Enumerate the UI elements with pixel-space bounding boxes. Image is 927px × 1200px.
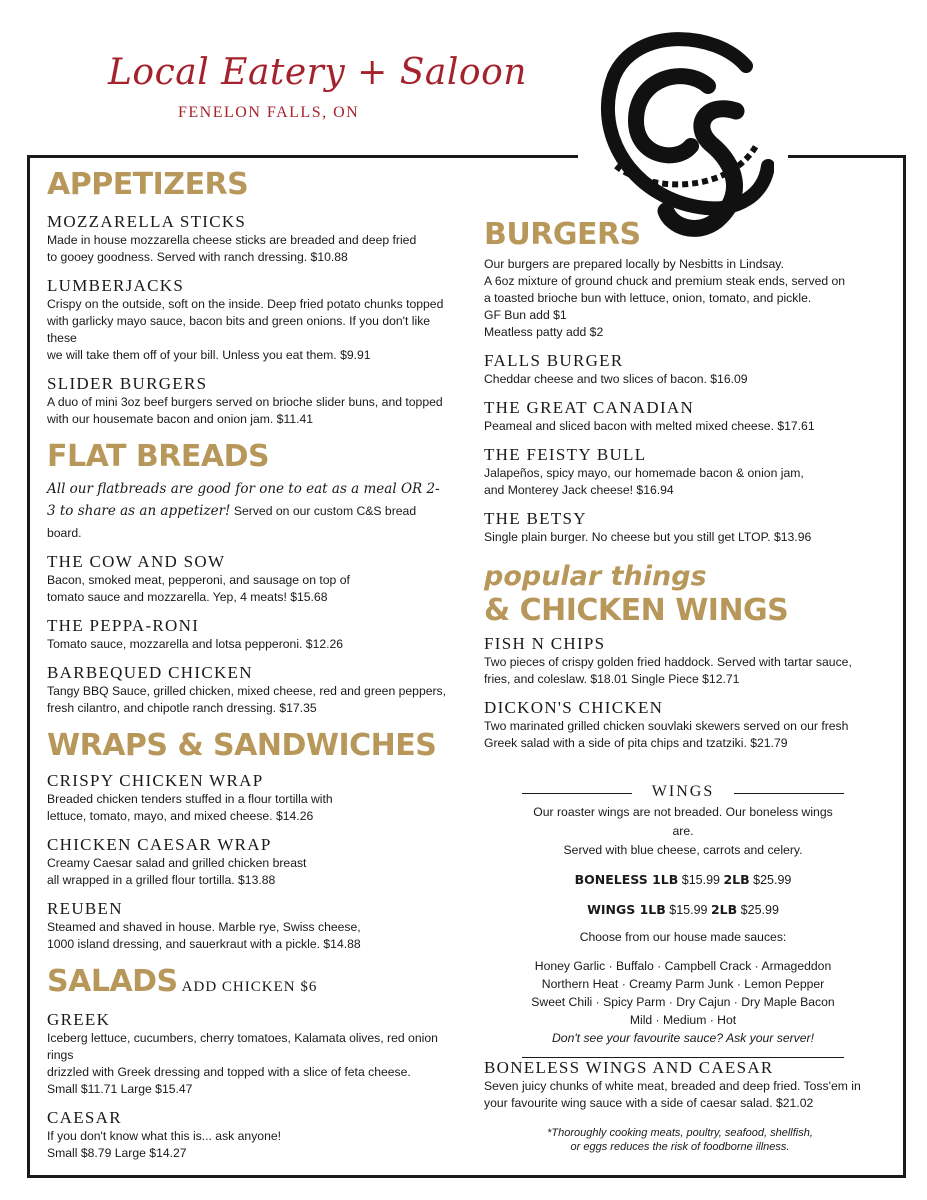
menu-item [484, 698, 874, 752]
wings-title: WINGS [522, 783, 844, 801]
menu-item [47, 276, 447, 364]
item-name: THE FEISTY BULL [484, 445, 647, 464]
section-burgers: BURGERS [484, 217, 641, 252]
item-name: CRISPY CHICKEN WRAP [47, 771, 264, 790]
sauces-intro: Choose from our house made sauces: [579, 930, 787, 944]
item-name: BONELESS WINGS AND CAESAR [484, 1058, 774, 1077]
wings-2lb-price: $25.99 [737, 903, 779, 917]
menu-item [484, 445, 874, 499]
food-safety-disclaimer: *Thoroughly cooking meats, poultry, seafood, shellfish, or eggs reduces the risk of foodborne illness. [547, 1127, 813, 1153]
flat-intro-script: All our flatbreads are good for one to eat as a meal OR 2-3 to share as an appetizer! [47, 481, 440, 519]
cs-logo [596, 26, 774, 238]
wings-label: WINGS 1LB [587, 902, 666, 917]
wings-note: Our roaster wings are not breaded. Our boneless wings are. Served with blue cheese, carrots and celery. [533, 805, 833, 857]
item-desc: If you don't know what this is... ask anyone! Small $8.79 Large $14.27 [47, 1129, 282, 1160]
location-label: FENELON FALLS, ON [178, 104, 360, 121]
item-desc: Iceberg lettuce, cucumbers, cherry tomatoes, Kalamata olives, red onion rings drizzled with Greek dressing and topped with a slice of feta cheese. Small $11.71 Large $15.47 [47, 1031, 438, 1096]
item-name: CHICKEN CAESAR WRAP [47, 835, 272, 854]
item-desc: Tangy BBQ Sauce, grilled chicken, mixed cheese, red and green peppers, fresh cilantro, and chipotle ranch dressing. $17.35 [47, 684, 447, 715]
section-flat-breads: FLAT BREADS [47, 439, 270, 474]
menu-item [484, 634, 874, 688]
wings-box [522, 783, 844, 1058]
item-name: GREEK [47, 1010, 111, 1029]
section-wraps: WRAPS & SANDWICHES [47, 728, 437, 763]
menu-item [484, 509, 874, 546]
boneless-2lb-price: $25.99 [749, 873, 792, 887]
left-column [47, 166, 447, 1172]
item-name: THE BETSY [484, 509, 587, 528]
item-name: MOZZARELLA STICKS [47, 212, 247, 231]
sauces-ask: Don't see your favourite sauce? Ask your server! [552, 1031, 814, 1045]
flat-intro-plain: Served on our custom C&S bread board. [47, 504, 417, 540]
item-name: FALLS BURGER [484, 351, 624, 370]
menu-item [47, 663, 447, 717]
flat-breads-intro [47, 478, 447, 544]
item-name: DICKON'S CHICKEN [484, 698, 664, 717]
item-desc: Made in house mozzarella cheese sticks are breaded and deep fried to gooey goodness. Served with ranch dressing. $10.88 [47, 233, 417, 264]
salads-addon: ADD CHICKEN $6 [181, 979, 318, 995]
item-desc: Creamy Caesar salad and grilled chicken breast all wrapped in a grilled flour tortilla. $13.88 [47, 856, 307, 887]
wings-1lb-price: $15.99 [665, 903, 711, 917]
menu-item [484, 351, 874, 388]
menu-item [47, 771, 447, 825]
menu-item [47, 374, 447, 428]
item-desc: Two marinated grilled chicken souvlaki skewers served on our fresh Greek salad with a side of pita chips and tzatziki. $21.79 [484, 719, 849, 750]
item-desc: Bacon, smoked meat, pepperoni, and sausage on top of tomato sauce and mozzarella. Yep, 4 meats! $15.68 [47, 573, 350, 604]
item-name: LUMBERJACKS [47, 276, 185, 295]
boneless-2lb-label: 2LB [723, 872, 750, 887]
menu-item [47, 616, 447, 653]
menu-item [47, 552, 447, 606]
burgers-intro: Our burgers are prepared locally by Nesbitts in Lindsay. A 6oz mixture of ground chuck and premium steak ends, served on a toasted brioche bun with lettuce, onion, tomato, and pickle. GF Bun add $1 Meatless patty add $2 [484, 257, 846, 339]
item-desc: Crispy on the outside, soft on the inside. Deep fried potato chunks topped with garlicky mayo sauce, bacon bits and green onions. If you don't like these we will take them off of your bill. Unless you eat them. $9.91 [47, 297, 444, 362]
sauces-list: Honey Garlic · Buffalo · Campbell Crack · Armageddon Northern Heat · Creamy Parm Junk · Lemon Pepper Sweet Chili · Spicy Parm · Dry Cajun · Dry Maple Bacon Mild · Medium · Hot [531, 959, 835, 1027]
boneless-1lb-price: $15.99 [678, 873, 724, 887]
item-desc: A duo of mini 3oz beef burgers served on brioche slider buns, and topped with our housemate bacon and onion jam. $11.41 [47, 395, 443, 426]
menu-item [47, 835, 447, 889]
item-desc: Tomato sauce, mozzarella and lotsa pepperoni. $12.26 [47, 637, 344, 651]
salads-title: SALADS [47, 964, 178, 999]
section-popular-script: popular things [484, 561, 707, 592]
item-name: THE GREAT CANADIAN [484, 398, 695, 417]
item-name: SLIDER BURGERS [47, 374, 208, 393]
item-name: REUBEN [47, 899, 123, 918]
menu-item [484, 1058, 874, 1112]
item-desc: Cheddar cheese and two slices of bacon. $16.09 [484, 372, 748, 386]
item-desc: Seven juicy chunks of white meat, breaded and deep fried. Toss'em in your favourite wing sauce with a side of caesar salad. $21.02 [484, 1079, 861, 1110]
item-name: THE PEPPA-RONI [47, 616, 200, 635]
menu-item [47, 1010, 447, 1098]
menu-item [47, 212, 447, 266]
item-desc: Peameal and sliced bacon with melted mixed cheese. $17.61 [484, 419, 815, 433]
item-name: CAESAR [47, 1108, 122, 1127]
brand-title: Local Eatery + Saloon [108, 52, 527, 93]
menu-item [484, 398, 874, 435]
item-name: THE COW AND SOW [47, 552, 226, 571]
boneless-label: BONELESS 1LB [574, 872, 679, 887]
wings-2lb-label: 2LB [710, 902, 738, 917]
right-column [484, 216, 874, 762]
boneless-price-line [522, 870, 844, 890]
item-desc: Steamed and shaved in house. Marble rye, Swiss cheese, 1000 island dressing, and sauerkraut with a pickle. $14.88 [47, 920, 361, 951]
menu-item [47, 1108, 447, 1162]
section-chicken-wings: & CHICKEN WINGS [484, 593, 789, 628]
item-desc: Two pieces of crispy golden fried haddock. Served with tartar sauce, fries, and coleslaw. $18.01 Single Piece $12.71 [484, 655, 852, 686]
item-desc: Single plain burger. No cheese but you still get LTOP. $13.96 [484, 530, 812, 544]
section-salads [47, 963, 447, 1006]
item-name: BARBEQUED CHICKEN [47, 663, 253, 682]
section-appetizers: APPETIZERS [47, 167, 249, 202]
item-desc: Breaded chicken tenders stuffed in a flour tortilla with lettuce, tomato, mayo, and mixed cheese. $14.26 [47, 792, 333, 823]
item-name: FISH N CHIPS [484, 634, 606, 653]
menu-item [47, 899, 447, 953]
wings-price-line [522, 900, 844, 920]
item-desc: Jalapeños, spicy mayo, our homemade bacon & onion jam, and Monterey Jack cheese! $16.94 [484, 466, 804, 497]
